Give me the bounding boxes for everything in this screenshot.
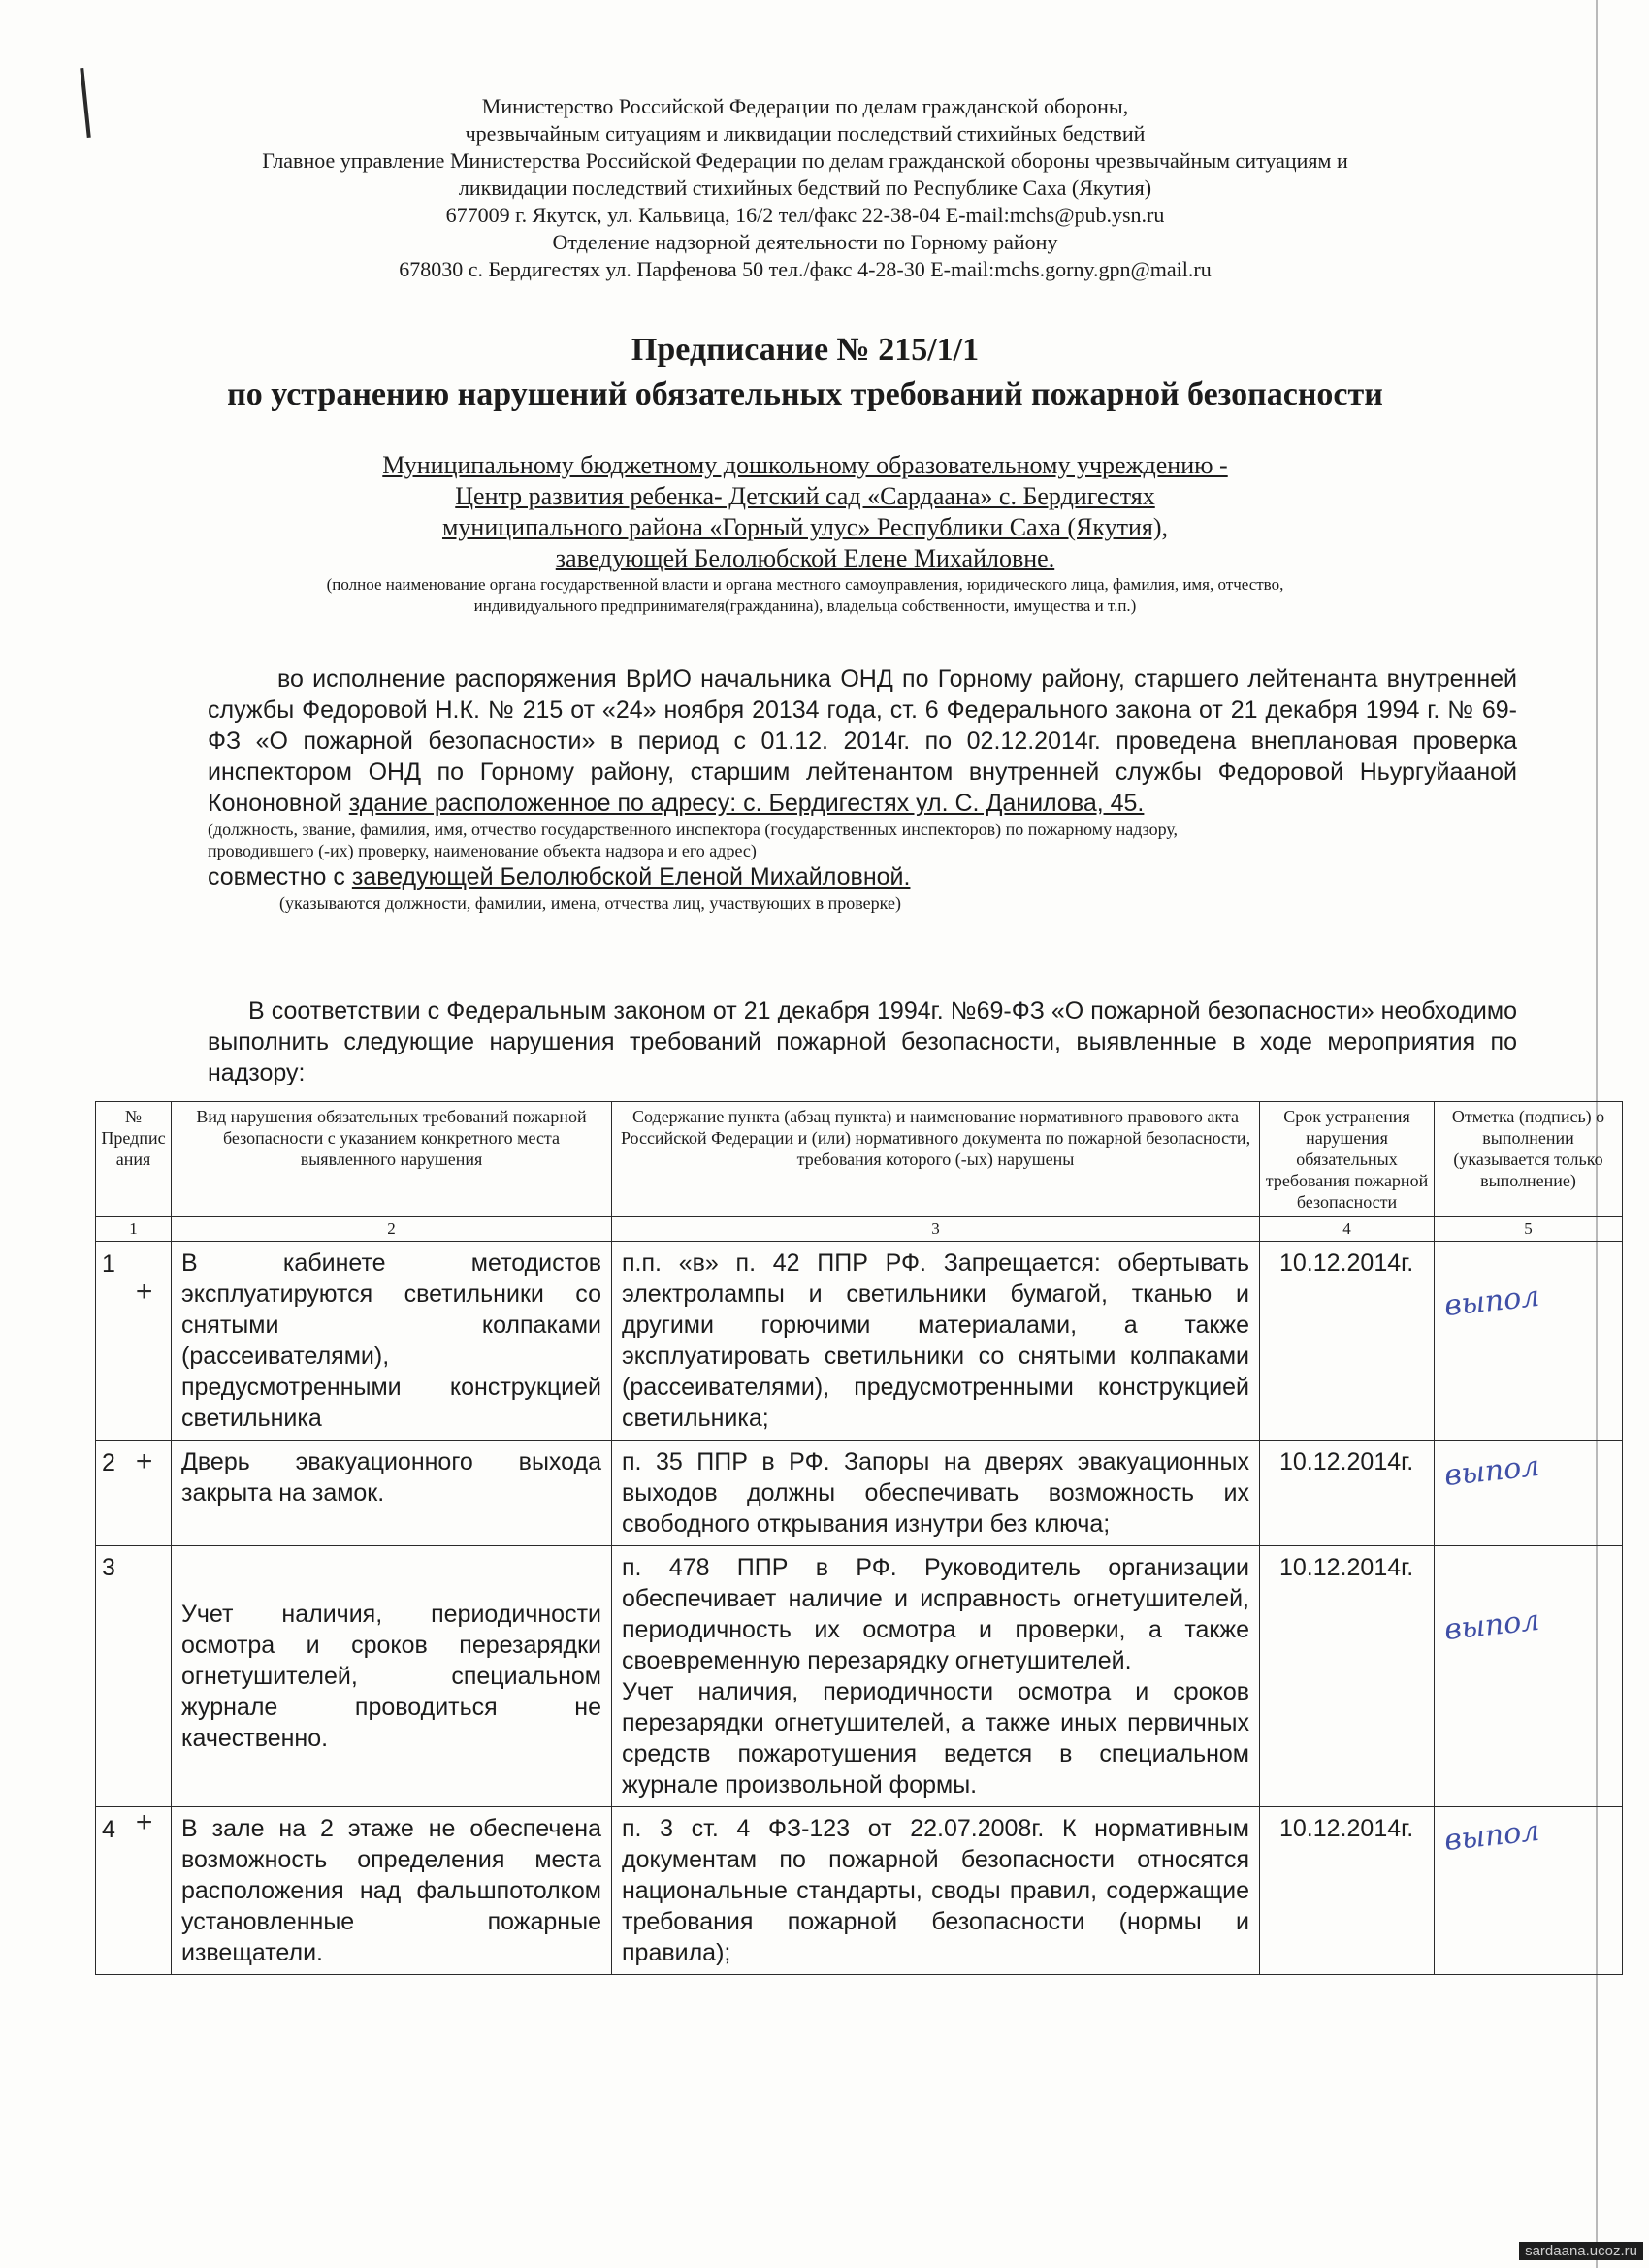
deadline-cell: 10.12.2014г. xyxy=(1260,1807,1435,1975)
letterhead-line: 678030 с. Бердигестях ул. Парфенова 50 тел./факс 4-28-30 E-mail:mchs.gorny.gpn@mail.ru xyxy=(399,257,1212,281)
pen-stroke-mark xyxy=(80,68,91,138)
violation-cell: Учет наличия, периодичности осмотра и сроков перезарядки огнетушителей, специальном журнале проводиться не качественно. xyxy=(172,1546,612,1807)
mark-cell xyxy=(1435,1807,1623,1975)
recipient-note: (полное наименование органа государственной власти и органа местного самоуправления, юридического лица, фамилия, имя, отчество, xyxy=(326,575,1284,594)
row-number: 1 xyxy=(102,1250,115,1278)
recipient-note: индивидуального предпринимателя(гражданина), владельца собственности, имущества и т.п.) xyxy=(473,597,1137,615)
title-number: Предписание № 215/1/1 xyxy=(630,332,980,368)
column-number: 5 xyxy=(1435,1217,1623,1242)
norm-paragraph: п. 478 ППР в РФ. Руководитель организации обеспечивает наличие и исправность огнетушителей, периодичность их осмотра и проверки, а также своевременную перезарядку огнетушителей. xyxy=(622,1554,1249,1674)
violation-cell: Дверь эвакуационного выхода закрыта на замок. xyxy=(172,1441,612,1546)
table-row xyxy=(96,1546,1623,1807)
mark-cell xyxy=(1435,1242,1623,1441)
row-number: 2 xyxy=(102,1449,115,1476)
table-row xyxy=(96,1441,1623,1546)
preamble: В соответствии с Федеральным законом от 21 декабря 1994г. №69-ФЗ «О пожарной безопасности» необходимо выполнить следующие нарушения требований пожарной безопасности, выявленные в ходе мероприятия по надзору: xyxy=(208,997,1517,1086)
column-number: 3 xyxy=(612,1217,1260,1242)
signature-mark: выпол xyxy=(1442,1448,1541,1494)
norm-cell: п. 3 ст. 4 ФЗ-123 от 22.07.2008г. К нормативным документам по пожарной безопасности относятся национальные стандарты, своды правил, содержащие требования пожарной безопасности (нормы и правила); xyxy=(612,1807,1260,1975)
intro-text: во исполнение распоряжения ВрИО начальника ОНД по Горному району, старшего лейтенанта внутренней службы Федоровой Н.К. № 215 от «24» ноября 20134 года, ст. 6 Федерального закона от 21 декабря 1994 г. № 69-ФЗ «О пожарной безопасности» в период с 01.12. 2014г. по 02.12.2014г. проведена внеплановая проверка инспектором ОНД по Горному району, старшим лейтенантом внутренней службы Федоровой Ньургуйааной Кононовной xyxy=(208,665,1517,817)
signature-mark: выпол xyxy=(1442,1279,1541,1324)
header-cell-mark: Отметка (подпись) о выполнении (указывается только выполнение) xyxy=(1435,1102,1623,1217)
recipient-line: Центр развития ребенка- Детский сад «Сардаана» с. Бердигестях xyxy=(455,482,1155,510)
letterhead-line: Главное управление Министерства Российской Федерации по делам гражданской обороны чрезвычайным ситуациям и xyxy=(262,148,1348,173)
deadline-cell: 10.12.2014г. xyxy=(1260,1546,1435,1807)
deadline-cell: 10.12.2014г. xyxy=(1260,1441,1435,1546)
signature-mark: выпол xyxy=(1442,1603,1541,1648)
letterhead xyxy=(136,93,1474,283)
inspector-note: проводившего (-их) проверку, наименование объекта надзора и его адрес) xyxy=(208,841,757,860)
title-subject: по устранению нарушений обязательных требований пожарной безопасности xyxy=(227,376,1383,412)
handwritten-check-icon: + xyxy=(135,1445,153,1477)
site-watermark: sardaana.ucoz.ru xyxy=(1519,2242,1643,2260)
violation-cell: В кабинете методистов эксплуатируются светильники со снятыми колпаками (рассеивателями), предусмотренными конструкцией светильника xyxy=(172,1242,612,1441)
recipient-block xyxy=(194,450,1416,617)
header-cell-number: № Предпис ания xyxy=(96,1102,172,1217)
column-number: 1 xyxy=(96,1217,172,1242)
violation-cell: В зале на 2 этаже не обеспечена возможность определения места расположения над фальшпотолком установленные пожарные извещатели. xyxy=(172,1807,612,1975)
table-header-row xyxy=(96,1102,1623,1217)
handwritten-check-icon: + xyxy=(135,1276,153,1308)
row-number-cell xyxy=(96,1807,172,1975)
header-cell-deadline: Срок устранения нарушения обязательных требования пожарной безопасности xyxy=(1260,1102,1435,1217)
column-number: 4 xyxy=(1260,1217,1435,1242)
header-cell-norm: Содержание пункта (абзац пункта) и наименование нормативного правового акта Российской Федерации и (или) нормативного документа по пожарной безопасности, требования которого (-ых) нарушены xyxy=(612,1102,1260,1217)
handwritten-check-icon: + xyxy=(135,1806,153,1838)
recipient-line: муниципального района «Горный улус» Республики Саха (Якутия), xyxy=(441,513,1169,541)
letterhead-line: Отделение надзорной деятельности по Горному району xyxy=(552,230,1058,254)
joint-prefix: совместно с xyxy=(208,863,352,891)
participant-note: (указываются должности, фамилии, имена, отчества лиц, участвующих в проверке) xyxy=(279,893,901,913)
deadline-cell: 10.12.2014г. xyxy=(1260,1242,1435,1441)
recipient-line: заведующей Белолюбской Елене Михайловне. xyxy=(555,544,1055,572)
letterhead-line: чрезвычайным ситуациям и ликвидации последствий стихийных бедствий xyxy=(465,121,1146,146)
column-number: 2 xyxy=(172,1217,612,1242)
row-number-cell xyxy=(96,1441,172,1546)
norm-paragraph: Учет наличия, периодичности осмотра и сроков перезарядки огнетушителей, а также иных первичных средств пожаротушения ведется в специальном журнале произвольной формы. xyxy=(622,1678,1249,1798)
letterhead-line: Министерство Российской Федерации по делам гражданской обороны, xyxy=(481,94,1129,118)
inspection-address: здание расположенное по адресу: с. Бердигестях ул. С. Данилова, 45. xyxy=(348,790,1145,817)
column-number-row xyxy=(96,1217,1623,1242)
inspection-intro xyxy=(208,664,1517,914)
norm-cell: п. 35 ППР в РФ. Запоры на дверях эвакуационных выходов должны обеспечивать возможность их свободного открывания изнутри без ключа; xyxy=(612,1441,1260,1546)
row-number-cell: 3 xyxy=(96,1546,172,1807)
document-title xyxy=(136,328,1474,417)
violations-table xyxy=(95,1101,1623,1975)
norm-cell xyxy=(612,1546,1260,1807)
mark-cell xyxy=(1435,1546,1623,1807)
row-number: 4 xyxy=(102,1816,115,1843)
mark-cell xyxy=(1435,1441,1623,1546)
table-row xyxy=(96,1807,1623,1975)
recipient-line: Муниципальному бюджетному дошкольному образовательному учреждению - xyxy=(382,451,1228,479)
letterhead-line: ликвидации последствий стихийных бедствий по Республике Саха (Якутия) xyxy=(458,176,1152,200)
header-cell-violation: Вид нарушения обязательных требований пожарной безопасности с указанием конкретного места выявленного нарушения xyxy=(172,1102,612,1217)
table-row xyxy=(96,1242,1623,1441)
inspector-note: (должность, звание, фамилия, имя, отчество государственного инспектора (государственных инспекторов) по пожарному надзору, xyxy=(208,820,1179,839)
signature-mark: выпол xyxy=(1442,1813,1541,1859)
joint-participant: заведующей Белолюбской Еленой Михайловной. xyxy=(351,863,911,891)
norm-cell: п.п. «в» п. 42 ППР РФ. Запрещается: обертывать электролампы и светильники бумагой, тканью и другими горючими материалами, а также эксплуатировать светильники со снятыми колпаками (рассеивателями), предусмотренными конструкцией светильника; xyxy=(612,1242,1260,1441)
letterhead-line: 677009 г. Якутск, ул. Кальвица, 16/2 тел/факс 22-38-04 E-mail:mchs@pub.ysn.ru xyxy=(445,203,1165,227)
row-number-cell xyxy=(96,1242,172,1441)
